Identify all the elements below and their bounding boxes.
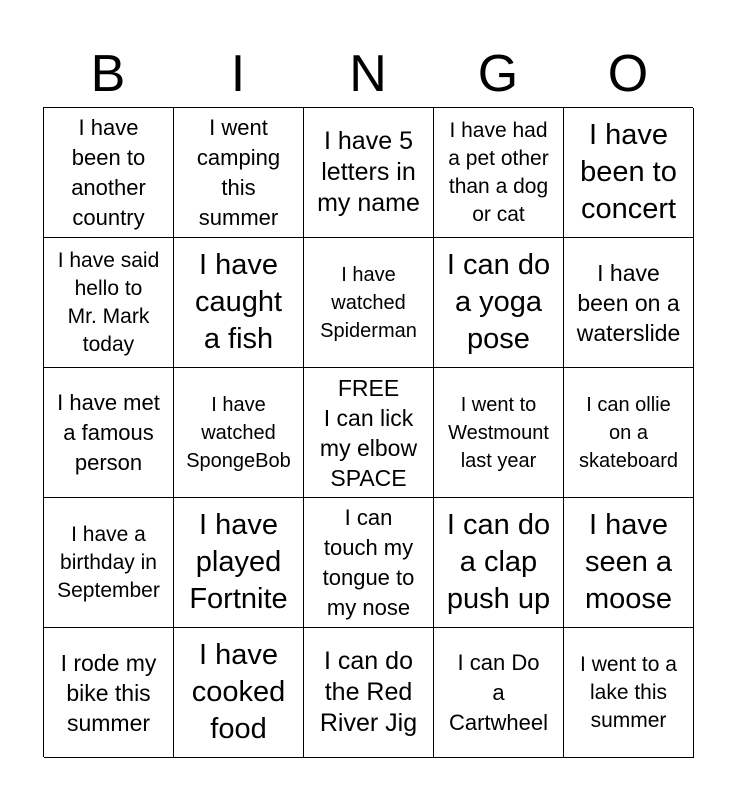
header-letter-n: N [349,45,387,103]
cell-text: I have met a famous person [57,389,160,475]
cell-text: I went camping this summer [196,114,281,230]
bingo-cell-r1-c1[interactable] [44,108,174,238]
bingo-cell-r5-c2[interactable] [174,628,304,758]
bingo-cell-r5-c3[interactable] [304,628,434,758]
bingo-cell-r2-c3[interactable] [304,238,434,368]
cell-text: I can ollie on a skateboard [579,393,678,472]
cell-text: I can Do a Cartwheel [448,649,549,735]
bingo-cell-r1-c4[interactable] [434,108,564,238]
bingo-cell-r2-c1[interactable] [44,238,174,368]
bingo-cell-r3-c5[interactable] [564,368,694,498]
cell-text: I have watched Spiderman [320,263,417,342]
cell-text: I can do a yoga pose [446,249,551,355]
cell-text: I went to a lake this summer [580,652,677,732]
bingo-cell-r1-c3[interactable] [304,108,434,238]
bingo-cell-r5-c5[interactable] [564,628,694,758]
header-letter-b: B [90,45,126,103]
header-letter-g: G [477,45,519,103]
cell-text: I have seen a moose [584,509,673,615]
cell-text: I have been to concert [580,119,677,225]
cell-text: I have played Fortnite [189,509,288,615]
bingo-cell-r4-c1[interactable] [44,498,174,628]
bingo-cell-r5-c1[interactable] [44,628,174,758]
cell-text: I have said hello to Mr. Mark today [57,248,160,356]
cell-text: I have been on a waterslide [576,259,681,346]
bingo-cell-r4-c4[interactable] [434,498,564,628]
cell-text: I can do a clap push up [446,509,551,615]
cell-text: I have watched SpongeBob [186,393,291,472]
bingo-grid [43,107,693,757]
cell-text: I rode my bike this summer [60,649,157,736]
bingo-cell-r3-c4[interactable] [434,368,564,498]
cell-text: I have a birthday in September [57,522,160,602]
header-letter-o: O [607,45,649,103]
cell-text: I have 5 letters in my name [317,127,420,217]
bingo-cell-r3-c1[interactable] [44,368,174,498]
bingo-cell-r3-c3[interactable] [304,368,434,498]
cell-text: I can touch my tongue to my nose [322,504,415,620]
cell-text: I can do the Red River Jig [319,647,418,737]
bingo-cell-r5-c4[interactable] [434,628,564,758]
bingo-cell-r4-c5[interactable] [564,498,694,628]
bingo-cell-r2-c5[interactable] [564,238,694,368]
bingo-cell-r3-c2[interactable] [174,368,304,498]
free-space-text: FREE I can lick my elbow SPACE [319,374,418,491]
cell-text: I have been to another country [71,114,146,230]
cell-text: I have caught a fish [194,249,283,355]
bingo-cell-r4-c3[interactable] [304,498,434,628]
cell-text: I went to Westmount last year [448,393,549,472]
bingo-cell-r1-c5[interactable] [564,108,694,238]
bingo-cell-r1-c2[interactable] [174,108,304,238]
cell-text: I have cooked food [191,639,286,745]
bingo-cell-r4-c2[interactable] [174,498,304,628]
header-letter-i: I [230,45,246,103]
cell-text: I have had a pet other than a dog or cat [448,118,549,226]
bingo-cell-r2-c4[interactable] [434,238,564,368]
bingo-header [43,40,693,108]
bingo-cell-r2-c2[interactable] [174,238,304,368]
